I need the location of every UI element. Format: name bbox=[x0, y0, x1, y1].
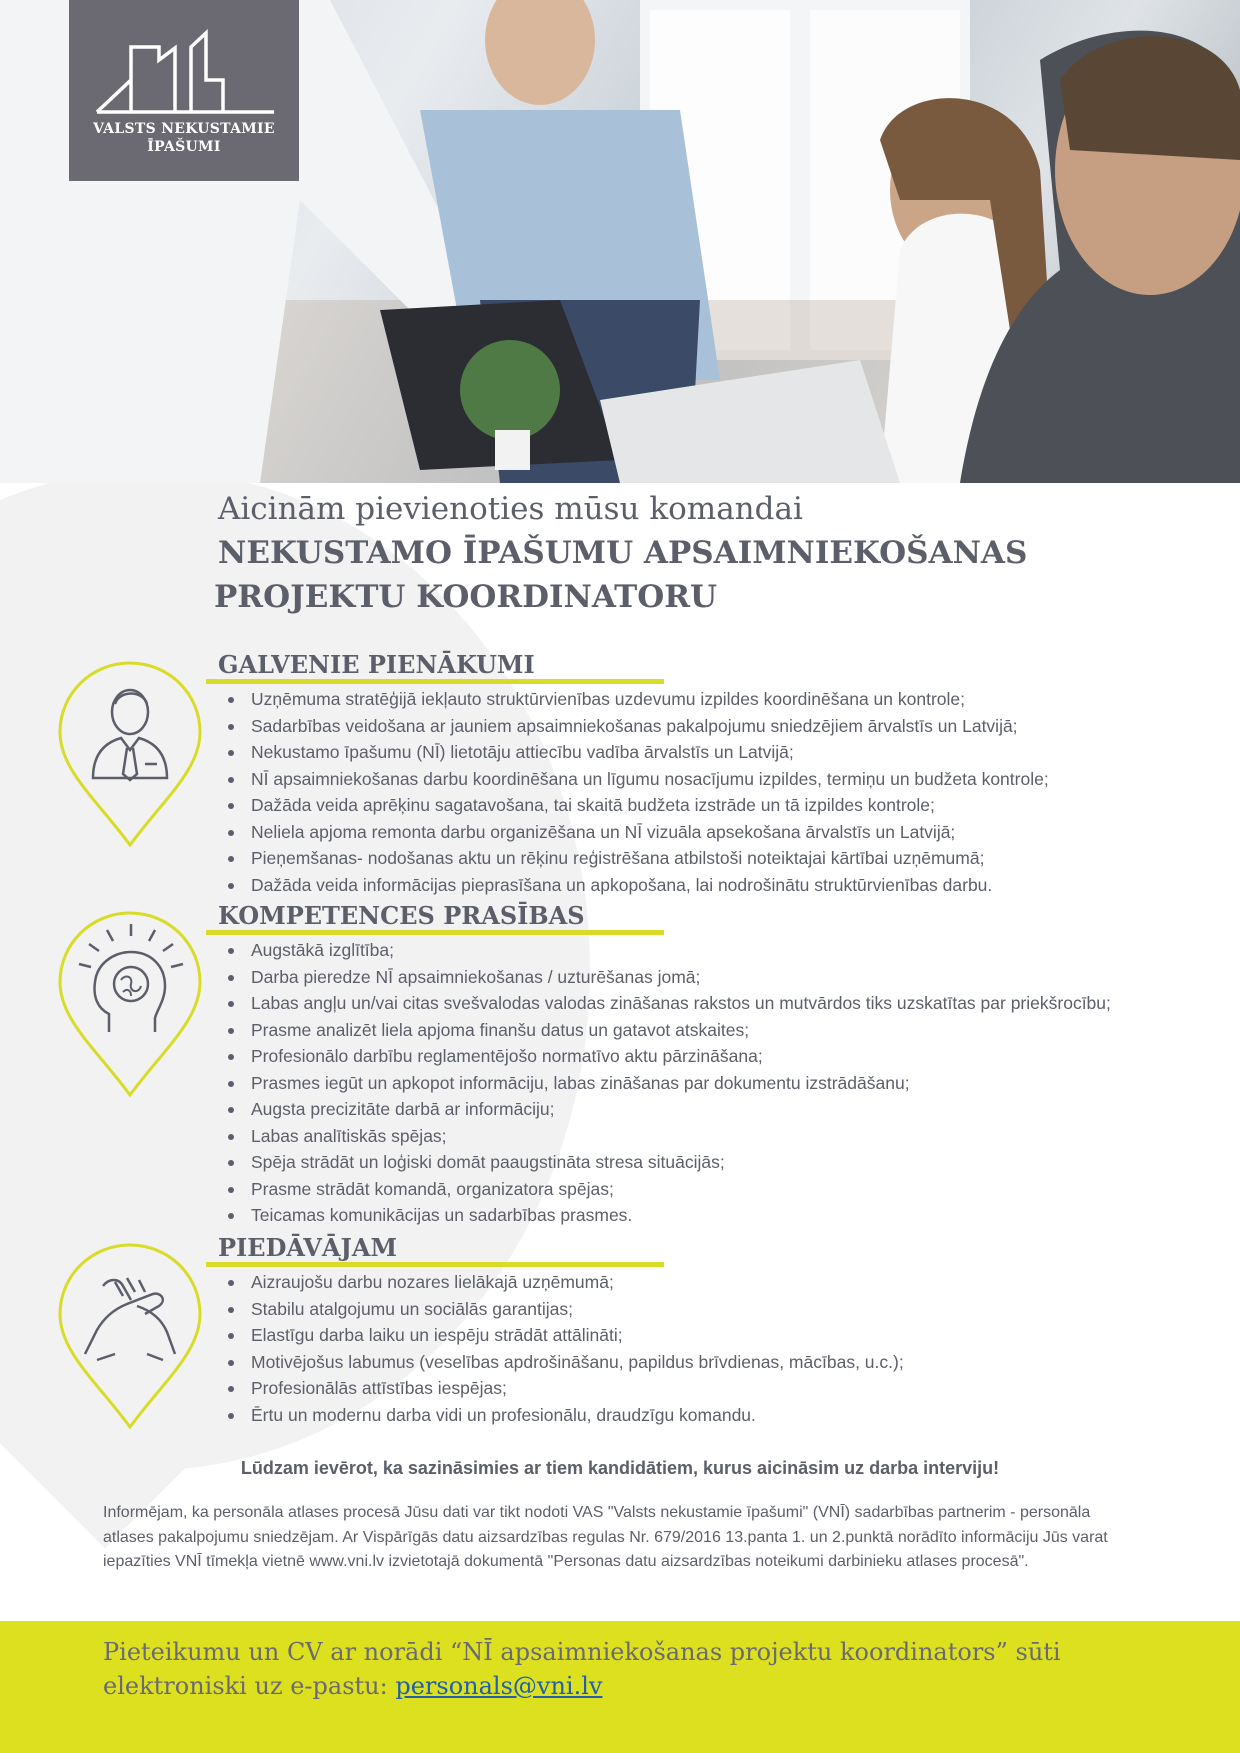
list-item: Dažāda veida informācijas pieprasīšana un apkopošana, lai nodrošinātu struktūrvienības darbu. bbox=[226, 872, 1226, 899]
list-item: Prasme analizēt liela apjoma finanšu datus un gatavot atskaites; bbox=[226, 1017, 1226, 1044]
list-item: Dažāda veida aprēķinu sagatavošana, tai skaitā budžeta izstrāde un tā izpildes kontrole; bbox=[226, 792, 1226, 819]
list-item: Nekustamo īpašumu (NĪ) lietotāju attiecību vadība ārvalstīs un Latvijā; bbox=[226, 739, 1226, 766]
list-item: Elastīgu darba laiku un iespēju strādāt attālināti; bbox=[226, 1322, 1226, 1349]
handshake-icon bbox=[57, 1242, 203, 1430]
list-item: Ērtu un modernu darba vidi un profesionālu, draudzīgu komandu. bbox=[226, 1402, 1226, 1429]
list-item: Uzņēmuma stratēģijā iekļauto struktūrvienības uzdevumu izpildes koordinēšana un kontrole; bbox=[226, 686, 1226, 713]
list-item: Aizraujošu darbu nozares lielākajā uzņēmumā; bbox=[226, 1269, 1226, 1296]
footer-line2 bbox=[103, 1669, 1203, 1703]
list-item: Stabilu atalgojumu un sociālās garantijas; bbox=[226, 1296, 1226, 1323]
section-underline bbox=[206, 930, 664, 935]
list-item: Labas analītiskās spējas; bbox=[226, 1123, 1226, 1150]
list-item: Prasme strādāt komandā, organizatora spējas; bbox=[226, 1176, 1226, 1203]
list-item: Sadarbības veidošana ar jauniem apsaimniekošanas pakalpojumu sniedzējiem ārvalstīs un Latvijā; bbox=[226, 713, 1226, 740]
businessman-icon bbox=[57, 660, 203, 848]
competences-list bbox=[226, 937, 1226, 1229]
logo-text-line2: ĪPAŠUMI bbox=[147, 139, 221, 155]
headline-intro: Aicinām pievienoties mūsu komandai bbox=[218, 491, 803, 527]
section-title-duties: GALVENIE PIENĀKUMI bbox=[218, 650, 535, 679]
list-item: NĪ apsaimniekošanas darbu koordinēšana un līgumu nosacījumu izpildes, termiņu un budžeta kontrole; bbox=[226, 766, 1226, 793]
footer-banner bbox=[0, 1621, 1240, 1753]
section-underline bbox=[206, 679, 664, 684]
list-item: Teicamas komunikācijas un sadarbības prasmes. bbox=[226, 1202, 1226, 1229]
footer-text bbox=[103, 1635, 1203, 1703]
list-item: Augstākā izglītība; bbox=[226, 937, 1226, 964]
footer-line1: Pieteikumu un CV ar norādi “NĪ apsaimniekošanas projektu koordinators” sūti bbox=[103, 1638, 1061, 1666]
list-item: Motivējošus labumus (veselības apdrošināšanu, papildus brīvdienas, mācības, u.c.); bbox=[226, 1349, 1226, 1376]
list-item: Darba pieredze NĪ apsaimniekošanas / uzturēšanas jomā; bbox=[226, 964, 1226, 991]
duties-list bbox=[226, 686, 1226, 898]
footer-line2-prefix: elektroniski uz e-pastu: bbox=[103, 1672, 396, 1700]
headline-title-line2: PROJEKTU KOORDINATORU bbox=[214, 579, 718, 615]
list-item: Labas angļu un/vai citas svešvalodas valodas zināšanas rakstos un mutvārdos tiks uzskatītas par priekšrocību; bbox=[226, 990, 1226, 1017]
list-item: Pieņemšanas- nodošanas aktu un rēķinu reģistrēšana atbilstoši noteiktajai kārtībai uzņēmumā; bbox=[226, 845, 1226, 872]
section-title-offer: PIEDĀVĀJAM bbox=[218, 1233, 398, 1262]
section-title-competences: KOMPETENCES PRASĪBAS bbox=[218, 901, 585, 930]
list-item: Prasmes iegūt un apkopot informāciju, labas zināšanas par dokumentu izstrādāšanu; bbox=[226, 1070, 1226, 1097]
interview-note: Lūdzam ievērot, ka sazināsimies ar tiem kandidātiem, kurus aicināsim uz darba interviju! bbox=[240, 1458, 1000, 1478]
list-item: Neliela apjoma remonta darbu organizēšana un NĪ vizuāla apsekošana ārvalstīs un Latvijā; bbox=[226, 819, 1226, 846]
company-logo bbox=[69, 0, 299, 181]
headline-title-line1: NEKUSTAMO ĪPAŠUMU APSAIMNIEKOŠANAS bbox=[218, 535, 1028, 571]
email-link[interactable]: personals@vni.lv bbox=[395, 1672, 603, 1700]
logo-text-line1: VALSTS NEKUSTAMIE bbox=[93, 121, 275, 137]
brain-head-icon bbox=[57, 910, 203, 1098]
section-underline bbox=[206, 1262, 664, 1267]
list-item: Profesionālo darbību reglamentējošo normatīvo aktu pārzināšana; bbox=[226, 1043, 1226, 1070]
privacy-notice: Informējam, ka personāla atlases procesā Jūsu dati var tikt nodoti VAS "Valsts nekustamie īpašumi" (VNĪ) sadarbības partnerim - personāla atlases pakalpojumu sniedzējam. Ar Vispārīgās datu aizsardzības regulas Nr. 679/2016 13.panta 1. un 2.punktā norādīto informāciju Jūs varat iepazīties VNĪ tīmekļa vietnē www.vni.lv izvietotajā dokumentā "Personas datu aizsardzības noteikumi darbinieku atlases procesā". bbox=[103, 1504, 1108, 1570]
list-item: Augsta precizitāte darbā ar informāciju; bbox=[226, 1096, 1226, 1123]
list-item: Profesionālās attīstības iespējas; bbox=[226, 1375, 1226, 1402]
offer-list bbox=[226, 1269, 1226, 1428]
list-item: Spēja strādāt un loģiski domāt paaugstināta stresa situācijās; bbox=[226, 1149, 1226, 1176]
